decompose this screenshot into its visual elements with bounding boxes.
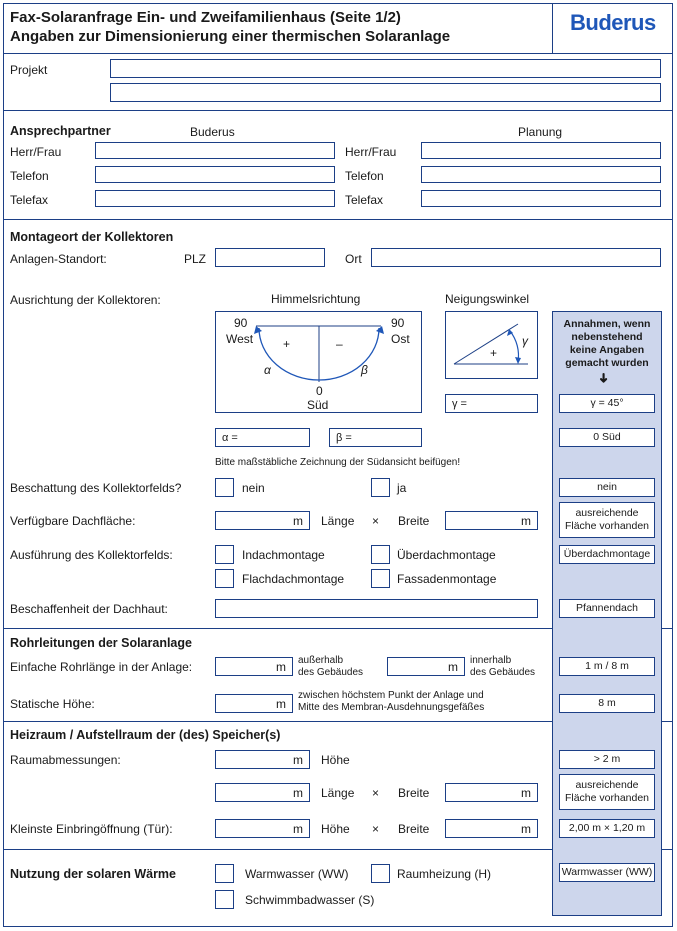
tuer-breite-label: Breite [398,822,430,836]
unit-m: m [448,660,458,674]
times-sign: × [372,822,380,836]
rohr-ausserhalb-field[interactable] [215,657,293,676]
form-title-line1: Fax-Solaranfrage Ein- und Zweifamilienhaus (Seite 1/2) [10,9,401,26]
dachflaeche-breite-field[interactable] [445,511,538,530]
ost-label: Ost [391,332,410,346]
unit-m: m [521,786,531,800]
default-statische-hoehe: 8 m [559,694,655,713]
rohr-heading: Rohrleitungen der Solaranlage [10,636,192,650]
down-arrow-icon: ➜ [596,372,612,384]
ausserhalb-label: außerhalb des Gebäudes [298,655,364,678]
projekt-label: Projekt [10,63,48,77]
innerhalb-label: innerhalb des Gebäudes [470,655,536,678]
buderus-herr-frau-field[interactable] [95,142,335,159]
divider [3,53,673,54]
unit-m: m [293,514,303,528]
indach-label: Indachmontage [242,548,325,562]
dachhaut-label: Beschaffenheit der Dachhaut: [10,602,168,616]
planung-herr-frau-field[interactable] [421,142,661,159]
raum-laenge-label: Länge [321,786,355,800]
default-raum-hoehe: > 2 m [559,750,655,769]
default-montage: Überdachmontage [559,545,655,564]
default-dachhaut: Pfannendach [559,599,655,618]
beschattung-nein-label: nein [242,481,265,495]
statische-hoehe-label: Statische Höhe: [10,697,95,711]
beschattung-label: Beschattung des Kollektorfelds? [10,481,182,495]
heizraum-heading: Heizraum / Aufstellraum der (des) Speicher(s) [10,728,281,742]
ueberdach-label: Überdachmontage [397,548,496,562]
raum-hoehe-field[interactable] [215,750,310,769]
default-nutzung: Warmwasser (WW) [559,863,655,882]
gamma-field[interactable] [445,394,538,413]
beschattung-nein-checkbox[interactable] [215,478,234,497]
herr-frau-label: Herr/Frau [10,145,62,159]
rohr-innerhalb-field[interactable] [387,657,465,676]
divider [3,219,673,220]
indach-checkbox[interactable] [215,545,234,564]
beta-field-label: β = [336,432,352,444]
ausrichtung-label: Ausrichtung der Kollektoren: [10,293,161,307]
tuer-breite-field[interactable] [445,819,538,838]
projekt-field-1[interactable] [110,59,661,78]
default-beschattung: nein [559,478,655,497]
schwimmbad-checkbox[interactable] [215,890,234,909]
telefax-label-2: Telefax [345,193,384,207]
telefax-label: Telefax [10,193,49,207]
fassade-label: Fassadenmontage [397,572,497,586]
unit-m: m [293,753,303,767]
ausfuehrung-label: Ausführung des Kollektorfelds: [10,548,173,562]
planung-telefon-field[interactable] [421,166,661,183]
unit-m: m [521,514,531,528]
form-title-line2: Angaben zur Dimensionierung einer thermischen Solaranlage [10,28,451,45]
warmwasser-checkbox[interactable] [215,864,234,883]
tuer-hoehe-field[interactable] [215,819,310,838]
raum-laenge-field[interactable] [215,783,310,802]
default-gamma: γ = 45° [559,394,655,413]
buderus-telefon-field[interactable] [95,166,335,183]
buderus-logo: Buderus [570,10,656,35]
nutzung-heading: Nutzung der solaren Wärme [10,867,176,881]
ost-value: 90 [391,316,405,330]
west-label: West [226,332,254,346]
schwimmbad-label: Schwimmbadwasser (S) [245,893,375,907]
breite-label: Breite [398,514,430,528]
unit-m: m [276,660,286,674]
statische-hoehe-note: zwischen höchstem Punkt der Anlage und Mitte des Membran-Ausdehnungsgefäßes [298,690,485,713]
rohrlaenge-label: Einfache Rohrlänge in der Anlage: [10,660,193,674]
tuer-hoehe-label: Höhe [321,822,350,836]
default-sued: 0 Süd [559,428,655,447]
raumabmessungen-label: Raumabmessungen: [10,753,121,767]
plz-field[interactable] [215,248,325,267]
einbring-label: Kleinste Einbringöffnung (Tür): [10,822,173,836]
laenge-label: Länge [321,514,355,528]
telefon-label: Telefon [10,169,49,183]
unit-m: m [293,822,303,836]
beschattung-ja-checkbox[interactable] [371,478,390,497]
divider [3,110,673,111]
default-rohrlaenge: 1 m / 8 m [559,657,655,676]
alpha-field-label: α = [222,432,238,444]
default-raumflaeche: ausreichende Fläche vorhanden [559,774,655,810]
ueberdach-checkbox[interactable] [371,545,390,564]
buderus-telefax-field[interactable] [95,190,335,207]
minus-sign: – [336,337,343,351]
standort-label: Anlagen-Standort: [10,252,107,266]
sued-value: 0 [316,384,323,398]
gamma-label: γ [522,334,528,348]
planung-telefax-field[interactable] [421,190,661,207]
statische-hoehe-field[interactable] [215,694,293,713]
alpha-field[interactable] [215,428,310,447]
dachhaut-field[interactable] [215,599,538,618]
herr-frau-label-2: Herr/Frau [345,145,397,159]
sued-label: Süd [307,398,329,412]
inclination-diagram [445,311,538,379]
telefon-label-2: Telefon [345,169,384,183]
fassade-checkbox[interactable] [371,569,390,588]
projekt-field-2[interactable] [110,83,661,102]
incl-plus: + [490,346,498,360]
gamma-field-label: γ = [452,398,467,410]
raumheizung-checkbox[interactable] [371,864,390,883]
neigungswinkel-label: Neigungswinkel [445,292,530,306]
beta-field[interactable] [329,428,422,447]
unit-m: m [276,697,286,711]
plz-label: PLZ [184,252,207,266]
default-dachflaeche: ausreichende Fläche vorhanden [559,502,655,538]
montage-heading: Montageort der Kollektoren [10,230,174,244]
flachdach-checkbox[interactable] [215,569,234,588]
drawing-hint: Bitte maßstäbliche Zeichnung der Südansicht beifügen! [215,457,461,468]
ort-field[interactable] [371,248,661,267]
west-value: 90 [234,316,248,330]
contact-heading: Ansprechpartner [10,124,111,138]
raum-hoehe-label: Höhe [321,753,350,767]
plus-sign: + [283,337,291,351]
beschattung-ja-label: ja [397,481,407,495]
contact-col-buderus: Buderus [190,125,235,139]
defaults-panel-title: Annahmen, wenn nebenstehend keine Angaben gemacht wurden [563,318,651,369]
dachflaeche-label: Verfügbare Dachfläche: [10,514,136,528]
beta-label: β [361,363,368,377]
raum-breite-label: Breite [398,786,430,800]
warmwasser-label: Warmwasser (WW) [245,867,349,881]
times-sign: × [372,786,380,800]
dachflaeche-laenge-field[interactable] [215,511,310,530]
orientation-diagram [215,311,422,413]
himmelsrichtung-label: Himmelsrichtung [271,292,361,306]
unit-m: m [521,822,531,836]
contact-col-planung: Planung [518,125,563,139]
times-sign: × [372,514,380,528]
flachdach-label: Flachdachmontage [242,572,345,586]
raumheizung-label: Raumheizung (H) [397,867,492,881]
raum-breite-field[interactable] [445,783,538,802]
default-tuer: 2,00 m × 1,20 m [559,819,655,838]
unit-m: m [293,786,303,800]
alpha-label: α [264,363,271,377]
ort-label: Ort [345,252,362,266]
